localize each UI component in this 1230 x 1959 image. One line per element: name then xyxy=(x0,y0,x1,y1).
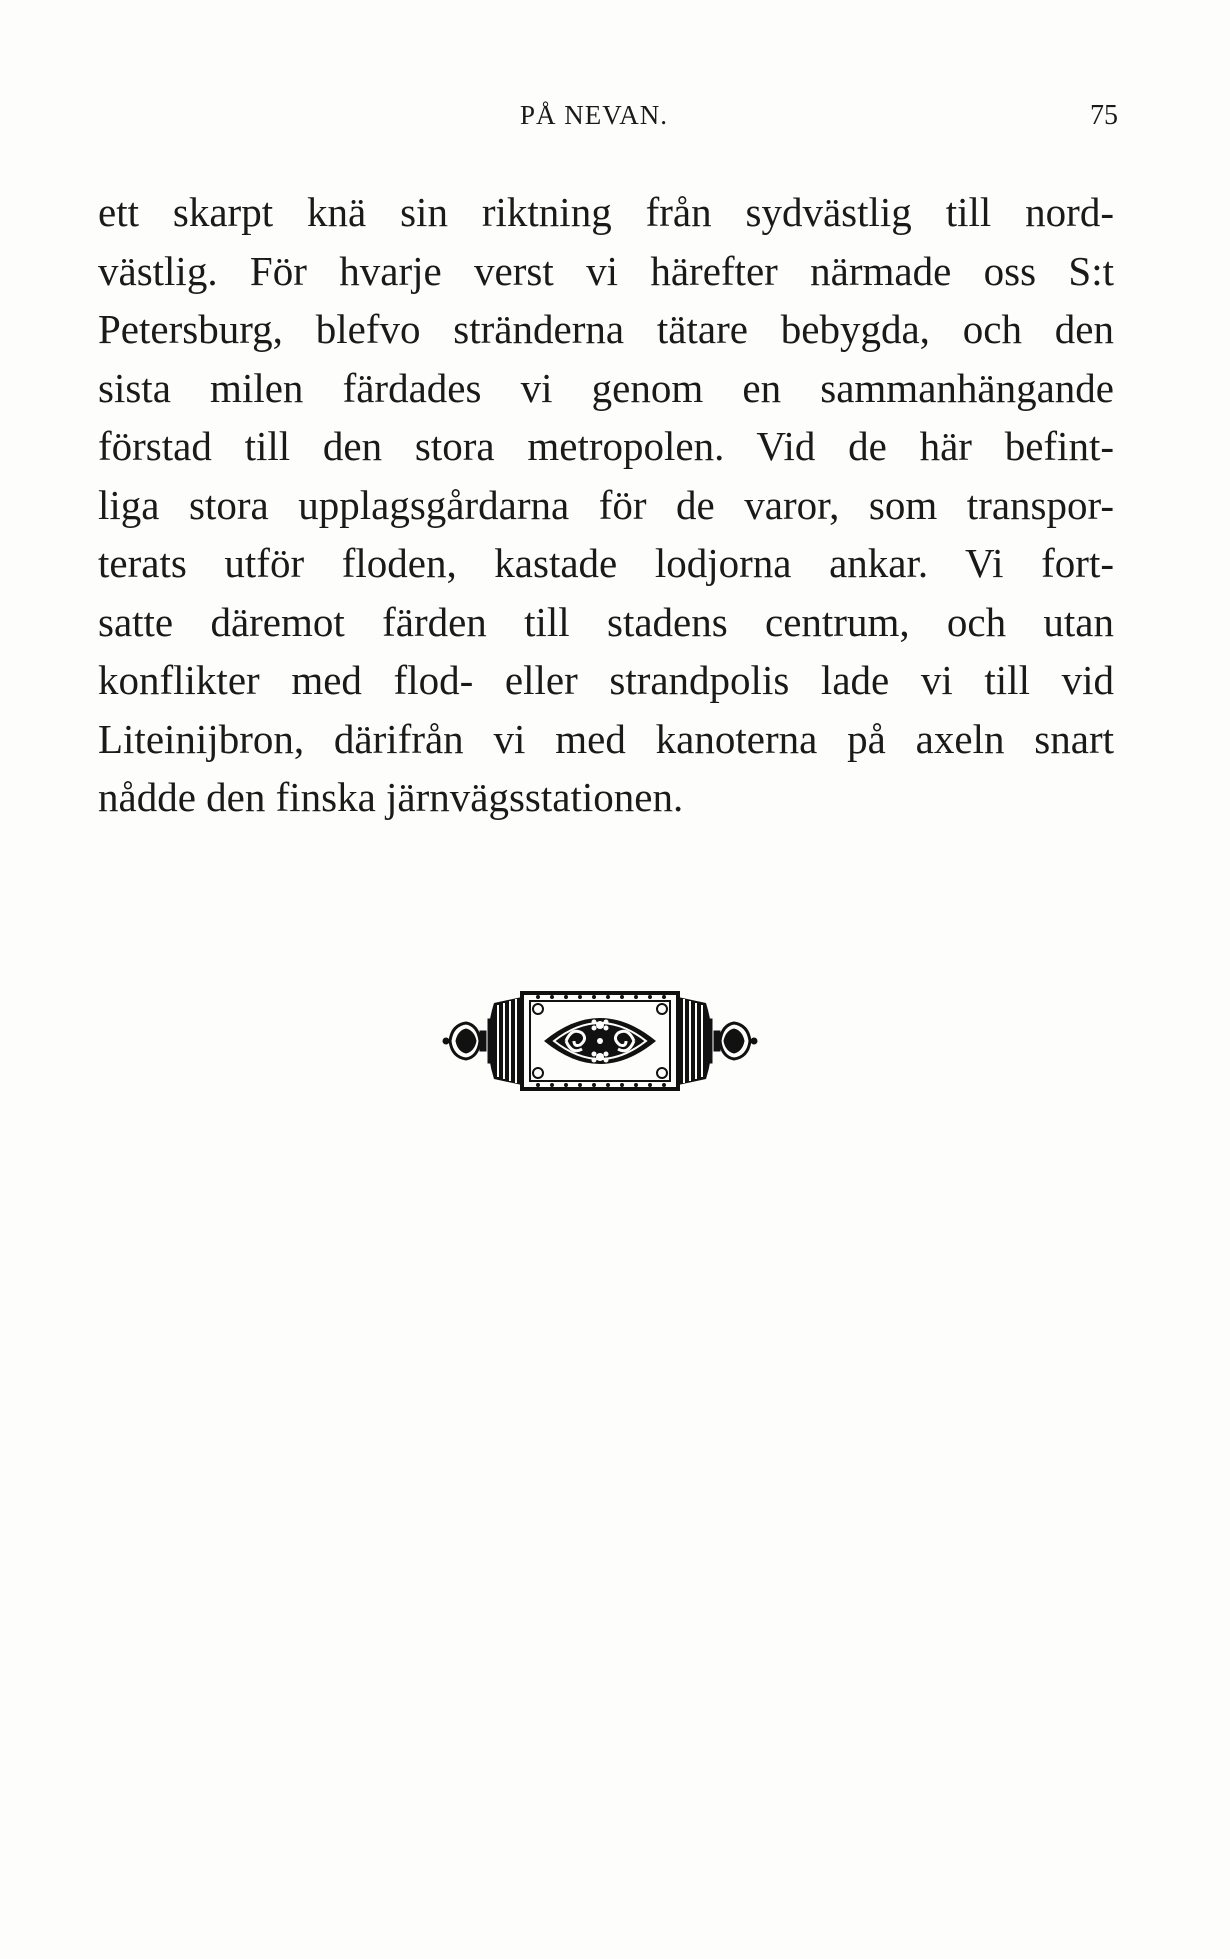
running-title: PÅ NEVAN. xyxy=(520,100,669,130)
running-head xyxy=(0,100,1230,140)
text-line: förstad till den stora metropolen. Vid de här befint- xyxy=(98,423,1114,469)
text-line: västlig. För hvarje verst vi härefter närmade oss S:t xyxy=(98,247,1114,294)
text-line: sista milen färdades vi genom en sammanhängande xyxy=(98,364,1114,411)
page-number: 75 xyxy=(1090,100,1118,131)
text-line: ett skarpt knä sin riktning från sydvästlig till nord- xyxy=(98,189,1114,235)
text-line: Liteinijbron, därifrån vi med kanoterna på axeln snart xyxy=(98,715,1114,762)
text-line: satte däremot färden till stadens centrum, och utan xyxy=(98,598,1114,645)
text-line: konflikter med flod- eller strandpolis lade vi till vid xyxy=(98,657,1114,703)
text-line: liga stora upplagsgårdarna för de varor, som transpor- xyxy=(98,481,1114,528)
tailpiece-ornament-icon xyxy=(432,975,768,1107)
body-text xyxy=(98,183,1114,827)
text-line: Petersburg, blefvo stränderna tätare bebygda, och den xyxy=(98,306,1114,352)
text-line: terats utför floden, kastade lodjorna ankar. Vi fort- xyxy=(98,540,1114,586)
text-line-last: nådde den finska järnvägsstationen. xyxy=(98,774,684,820)
